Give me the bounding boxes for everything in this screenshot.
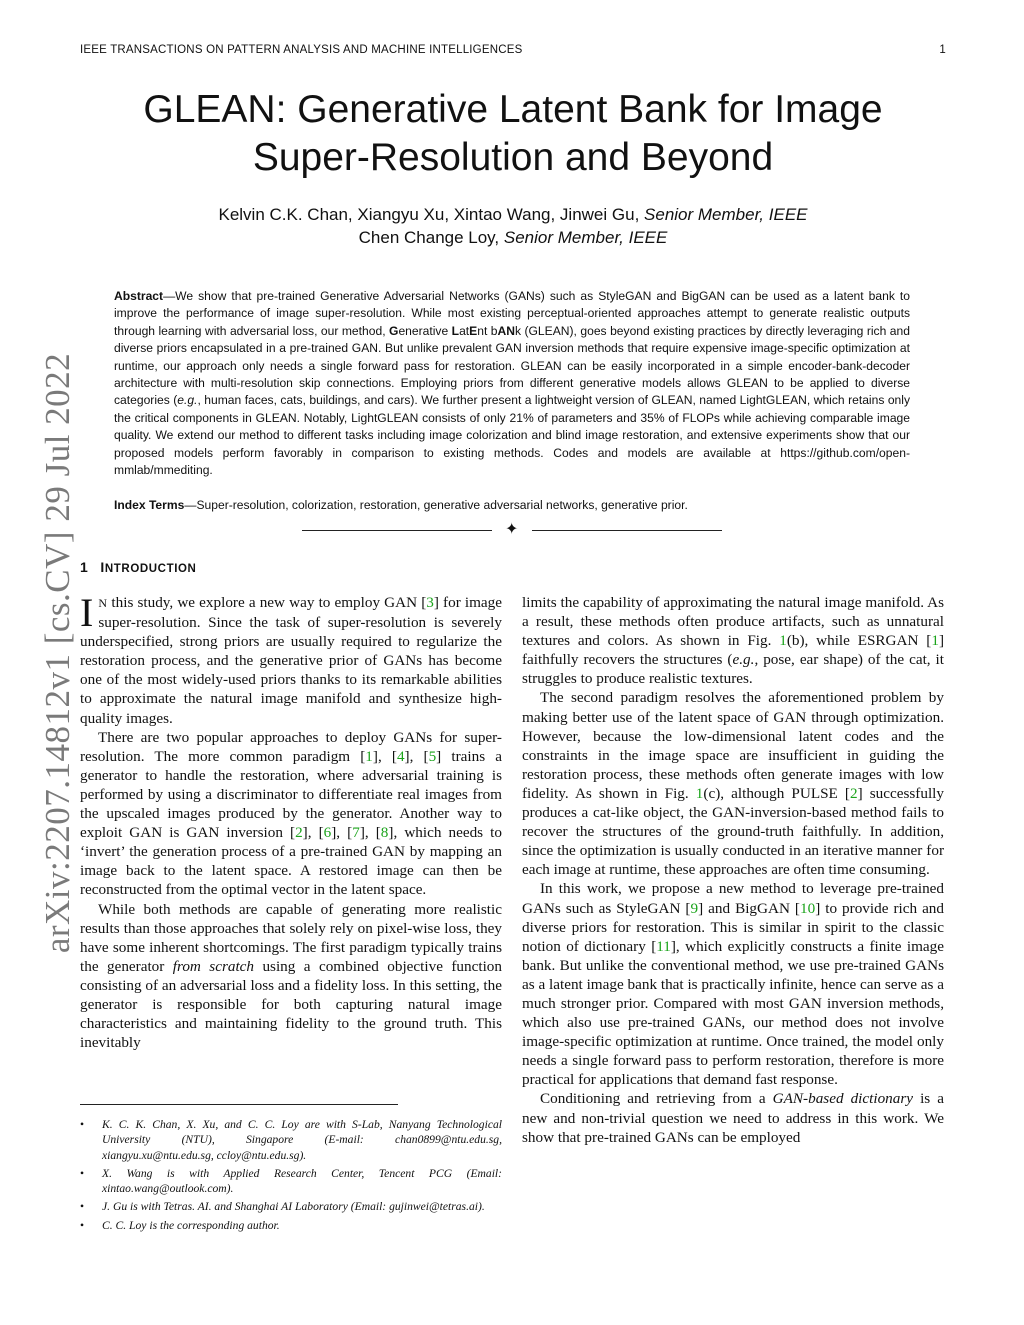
journal-name: IEEE TRANSACTIONS ON PATTERN ANALYSIS AND MACHINE INTELLIGENCES xyxy=(80,44,523,56)
section-title-initial: I xyxy=(100,559,105,575)
figure-link[interactable]: 1 xyxy=(695,784,704,802)
footnote-text: C. C. Loy is the corresponding author. xyxy=(102,1218,280,1232)
page-number: 1 xyxy=(939,44,946,56)
emphasis: GAN-based dictionary xyxy=(772,1090,914,1108)
title-line-1: GLEAN: Generative Latent Bank for Image xyxy=(143,88,883,131)
acronym-part: nt b xyxy=(477,323,498,338)
text-run: ], [ xyxy=(302,824,324,842)
citation-link[interactable]: 3 xyxy=(426,594,434,611)
footnote-text: K. C. K. Chan, X. Xu, and C. C. Loy are with S-Lab, Nanyang Technological University (NTU), Singapore (E-mail: chan0899@ntu.edu.sg, xiangyu.xu@ntu.edu.sg, ccloy@ntu.edu.sg). xyxy=(102,1118,502,1162)
author-list xyxy=(80,203,946,249)
footnotes xyxy=(80,1117,502,1236)
acronym-e: E xyxy=(469,323,478,338)
paragraph xyxy=(80,900,502,1053)
citation-link[interactable]: 6 xyxy=(323,824,332,842)
section-number: 1 xyxy=(80,559,89,575)
text-run: ], [ xyxy=(359,824,381,842)
text-run: ], which explicitly constructs a finite image bank. But unlike the conventional method, we use pre-trained GANs as a latent image bank that is practically infinite, hence can serve as a much stronger prior. Compared with most GAN inversion methods, which also use pre-trained GANs, our method does not involve image-specific optimization at runtime. Once trained, the model only needs a single forward pass to perform restoration, therefore is more practical for applications that demand fast response. xyxy=(522,937,944,1089)
citation-link[interactable]: 1 xyxy=(365,747,373,765)
bullet-icon: • xyxy=(80,1218,85,1232)
paragraph xyxy=(522,879,944,1089)
abstract-eg: e.g. xyxy=(177,393,198,408)
text-run: The second paradigm resolves the aforementioned problem by making better use of the latent space of GAN through optimization. However, because the low-dimensional latent codes and the constraints in the image space are insufficient in guiding the restoration process, these methods often generate images with low fidelity. As shown in Fig. xyxy=(522,689,944,802)
separator-line-left xyxy=(302,530,492,531)
footnote xyxy=(80,1166,502,1197)
paper-title xyxy=(80,86,946,182)
section-separator xyxy=(302,520,722,540)
index-terms-label: Index Terms xyxy=(114,498,185,512)
author-affiliation-2: Senior Member, IEEE xyxy=(503,228,668,247)
paragraph xyxy=(522,688,944,879)
acronym-part: k xyxy=(514,323,522,338)
text-run: In this work, we propose a new method to leverage pre-trained GANs such as StyleGAN [ xyxy=(522,880,944,917)
text-run: (b), while ESRGAN [ xyxy=(786,632,932,650)
acronym-l: L xyxy=(451,323,460,338)
text-run: this study, we explore a new way to employ GAN [ xyxy=(107,594,427,611)
footnote xyxy=(80,1199,502,1214)
citation-link[interactable]: 9 xyxy=(690,899,699,917)
author-names-1: Kelvin C.K. Chan, Xiangyu Xu, Xintao Wang, Jinwei Gu, xyxy=(218,205,640,224)
text-run: ] trains a generator to handle the restoration, where adversarial training is performed by using a discriminator to differentiate real images from the upscaled images produced by the generator. Another way to exploit GAN is GAN inversion [ xyxy=(80,747,502,842)
abstract-text-2: (GLEAN), goes beyond existing practices by directly leveraging rich and diverse priors encapsulated in a pre-trained GAN. But unlike prevalent GAN inversion methods that require expensive image-specific optimization at runtime, our approach only needs a single forward pass for restoration. GLEAN can be easily incorporated in a simple encoder-bank-decoder architecture with multi-resolution skip connections. Employing priors from different generative models allows GLEAN to be applied to diverse categories ( xyxy=(114,323,910,408)
author-names-2: Chen Change Loy, xyxy=(358,228,500,247)
text-run: There are two popular approaches to deploy GANs for super-resolution. The more common paradigm [ xyxy=(80,728,502,765)
text-run: ] faithfully recovers the structures ( xyxy=(522,632,944,669)
text-run: Conditioning and retrieving from a xyxy=(540,1090,773,1108)
running-header xyxy=(80,44,946,56)
body-column-right xyxy=(522,593,944,1147)
paragraph xyxy=(80,590,503,728)
citation-link[interactable]: 4 xyxy=(396,747,405,765)
text-run: ] successfully produces a cat-like object, the GAN-inversion-based method fails to recover the structures of the ground-truth faithfully. In addition, since the optimization is usually conducted in an iterative manner for each image at runtime, these approaches are often time consuming. xyxy=(522,784,944,879)
title-line-2: Super-Resolution and Beyond xyxy=(252,136,774,179)
footnote-text: J. Gu is with Tetras. AI. and Shanghai AI Laboratory (Email: gujinwei@tetras.ai). xyxy=(102,1200,485,1214)
text-run: using a combined objective function consisting of an adversarial loss and a fidelity loss. In this setting, the generator is responsible for both capturing natural image characteristics and maintaining fidelity to the ground truth. This inevitably xyxy=(80,957,502,1052)
text-run: ] for image super-resolution. Since the task of super-resolution is severely underspecified, strong priors are usually required to regularize the restoration process, and the generative prior of GANs has become one of the most widely-used priors thanks to its remarkable abilities to approximate the natural image manifold and synthesize high-quality images. xyxy=(80,594,503,727)
abstract-label: Abstract xyxy=(114,289,164,303)
section-heading-introduction xyxy=(80,559,196,575)
text-run: ], [ xyxy=(331,824,353,842)
small-caps-text: N xyxy=(98,596,108,610)
citation-link[interactable]: 7 xyxy=(352,824,360,842)
arxiv-identifier-stamp: arXiv:2207.14812v1 [cs.CV] 29 Jul 2022 xyxy=(38,352,77,954)
figure-link[interactable]: 1 xyxy=(779,632,787,650)
text-run: limits the capability of approximating the natural image manifold. As a result, these methods often produce artifacts, such as unnatural textures and colors. As shown in Fig. xyxy=(522,594,944,650)
text-run: ], [ xyxy=(404,747,429,765)
acronym-an: AN xyxy=(497,323,515,338)
text-run: While both methods are capable of generating more realistic results than those approaches that solely rely on pixel-wise loss, they have some inherent shortcomings. The first paradigm typically trains the generator xyxy=(80,900,502,975)
footnote xyxy=(80,1117,502,1163)
acronym-part: enerative xyxy=(398,323,452,338)
text-run: is a new and non-trivial question we need to address in this work. We show that pre-trained GANs can be employed xyxy=(522,1090,945,1146)
footnote-rule xyxy=(80,1104,398,1105)
text-run: ] to provide rich and diverse priors for restoration. This is similar in spirit to the classic notion of dictionary [ xyxy=(522,899,944,955)
bullet-icon: • xyxy=(80,1166,85,1180)
text-run: (c), although PULSE [ xyxy=(703,784,850,802)
abstract-text-3: , human faces, cats, buildings, and cars). We further present a lightweight version of GLEAN, named LightGLEAN, which retains only the critical components in GLEAN. Notably, LightGLEAN consists of only 21% of parameters and 35% of FLOPs while achieving comparable image quality. We extend our method to different tasks including image colorization and blind image restoration, and extensive experiments show that our proposed models perform favorably in comparison to existing methods. Codes and models are available at https://github.com/open-mmlab/mmediting. xyxy=(114,393,911,478)
abstract-text-1: —We show that pre-trained Generative Adversarial Networks (GANs) such as StyleGAN and BigGAN can be used as a latent bank to improve the performance of image super-resolution. While most existing perceptual-oriented approaches attempt to generate realistic outputs through learning with adversarial loss, our method, xyxy=(114,289,910,338)
text-run: ], [ xyxy=(372,747,397,765)
author-affiliation-1: Senior Member, IEEE xyxy=(644,205,808,224)
text-run: , pose, ear shape) of the cat, it struggles to produce realistic textures. xyxy=(522,651,944,688)
citation-link[interactable]: 8 xyxy=(380,824,389,842)
citation-link[interactable]: 1 xyxy=(931,632,939,650)
emphasis: e.g. xyxy=(732,651,755,669)
citation-link[interactable]: 2 xyxy=(850,784,858,802)
paragraph xyxy=(522,593,944,688)
abstract xyxy=(114,288,910,479)
bullet-icon: • xyxy=(80,1200,85,1214)
text-run: ], which needs to ‘invert’ the generation process of a pre-trained GAN by mapping an image back to the latent space. A restored image can then be reconstructed from the optimal vector in the latent space. xyxy=(80,824,502,899)
footnote xyxy=(80,1218,502,1233)
separator-diamond-icon: ✦ xyxy=(505,521,519,538)
author-line-1 xyxy=(80,203,946,226)
paragraph xyxy=(522,1089,944,1146)
citation-link[interactable]: 2 xyxy=(295,824,303,842)
drop-cap: I xyxy=(80,590,94,635)
author-line-2 xyxy=(80,226,946,249)
acronym-part: at xyxy=(459,323,470,338)
bullet-icon: • xyxy=(80,1118,85,1131)
index-terms xyxy=(114,497,910,514)
text-run: ] and BigGAN [ xyxy=(698,899,800,917)
acronym-g: G xyxy=(389,323,399,338)
citation-link[interactable]: 5 xyxy=(428,747,437,765)
citation-link[interactable]: 10 xyxy=(800,899,816,917)
separator-line-right xyxy=(532,530,722,531)
citation-link[interactable]: 11 xyxy=(656,937,671,955)
emphasis: from scratch xyxy=(172,957,255,975)
index-terms-text: —Super-resolution, colorization, restoration, generative adversarial networks, generative prior. xyxy=(184,498,688,512)
section-title-rest: NTRODUCTION xyxy=(104,563,197,575)
body-column-left xyxy=(80,590,503,1052)
paragraph xyxy=(80,728,502,900)
footnote-text: X. Wang is with Applied Research Center, Tencent PCG (Email: xintao.wang@outlook.com). xyxy=(102,1166,502,1196)
